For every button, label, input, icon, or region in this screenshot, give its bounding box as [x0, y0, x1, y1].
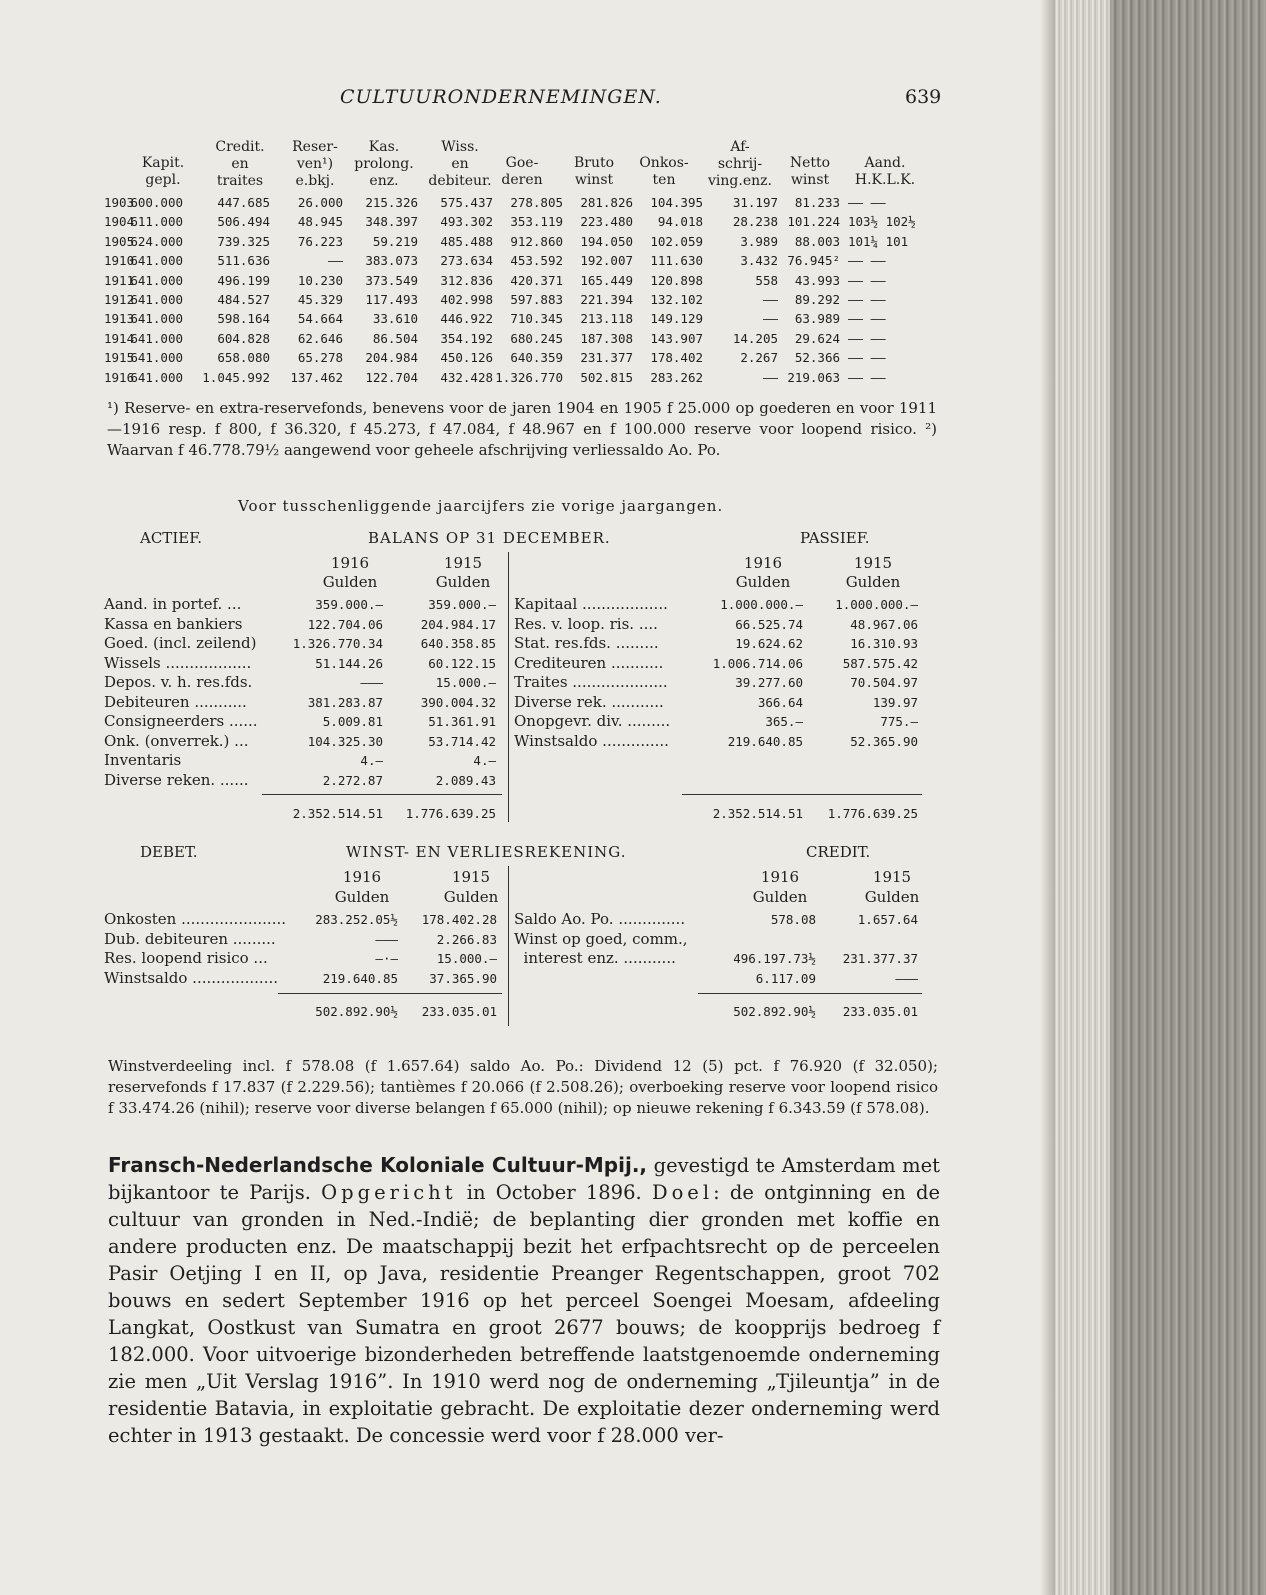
- liability-value-1916: 365.—: [765, 714, 803, 729]
- table-cell: 63.989: [794, 311, 840, 327]
- credit-value-1916: 496.197.73½: [733, 951, 816, 966]
- credit-value-1915: 231.377.37: [842, 951, 918, 966]
- table-cell: 54.664: [297, 311, 343, 327]
- asset-label: Aand. in portef. ...: [104, 595, 242, 613]
- profit-distribution: Winstverdeeling incl. f 578.08 (f 1.657.64) saldo Ao. Po.: Dividend 12 (5) pct. f 76.920 (f 32.050); reservefonds f 17.837 (f 2.229.56); tantièmes f 20.066 (f 2.508.26); overboeking reserve voor loopend risico f 33.474.26 (nihil); reserve voor diverse belangen f 65.000 (nihil); op nieuwe rekening f 6.343.59 (f 578.08).: [108, 1057, 938, 1117]
- table-cell: 600.000: [130, 195, 183, 210]
- table-cell: 283.262: [650, 369, 703, 385]
- liability-value-1915: 139.97: [872, 694, 918, 710]
- table-cell: 2.267: [740, 350, 778, 366]
- balance-year-header: 1915: [853, 554, 893, 572]
- asset-label: Debiteuren ...........: [104, 692, 247, 711]
- debit-label: Dub. debiteuren .........: [104, 929, 276, 948]
- table-cell: 81.233: [794, 195, 840, 210]
- liability-value-1916: 19.624.62: [735, 636, 803, 651]
- table-cell: ——: [762, 369, 778, 385]
- table-header-cell: Aand. H.K.L.K.: [854, 155, 916, 188]
- table-header-cell: Wiss. en debiteur.: [428, 139, 492, 189]
- liability-value-1915: 587.575.42: [842, 655, 918, 671]
- pl-year-header: 1916: [760, 868, 800, 886]
- pl-unit-header: Gulden: [334, 888, 390, 906]
- table-cell: ——: [762, 292, 778, 307]
- asset-label: Consigneerders ......: [104, 712, 258, 730]
- table-cell: 165.449: [580, 272, 633, 288]
- credit-label: Saldo Ao. Po. ..............: [514, 910, 686, 928]
- balance-total-rule-right: [682, 794, 922, 795]
- pl-year-header: 1916: [342, 868, 382, 886]
- liability-label: Kapitaal ..................: [514, 595, 668, 613]
- balance-unit-header: Gulden: [845, 573, 901, 591]
- table-cell: 111.630: [650, 253, 703, 269]
- pl-title: WINST- EN VERLIESREKENING.: [346, 843, 627, 861]
- table-cell: 575.437: [440, 195, 493, 210]
- liability-value-1916: 66.525.74: [735, 616, 803, 632]
- table-cell-aand: 101¼ 101: [848, 233, 909, 249]
- balance-unit-header: Gulden: [435, 573, 491, 591]
- table-cell: 912.860: [510, 233, 563, 249]
- doel-label: Doel: [651, 1181, 714, 1204]
- table-cell: 104.395: [650, 195, 703, 210]
- asset-label: Onk. (onverrek.) ...: [104, 731, 249, 750]
- table-cell: 383.073: [365, 253, 418, 269]
- balance-divider: [508, 552, 509, 822]
- liability-value-1915: 48.967.06: [850, 616, 918, 632]
- table-cell: 3.432: [740, 253, 778, 269]
- table-cell: 597.883: [510, 292, 563, 307]
- table-cell: 88.003: [794, 233, 840, 249]
- table-cell: 624.000: [130, 233, 183, 249]
- pl-total-rule-right: [698, 993, 922, 994]
- table-cell: 450.126: [440, 350, 493, 366]
- liability-label: Traites ....................: [514, 673, 668, 691]
- asset-value-1916: 122.704.06: [307, 616, 383, 632]
- table-cell: 120.898: [650, 272, 703, 288]
- article-text-2: in October 1896.: [456, 1181, 652, 1204]
- table-cell: 43.993: [794, 272, 840, 288]
- table-cell: 640.359: [510, 350, 563, 366]
- table-cell: 59.219: [372, 233, 418, 249]
- pl-year-header: 1915: [451, 868, 491, 886]
- page-number: 639: [905, 86, 942, 108]
- asset-label: Kassa en bankiers: [104, 614, 243, 633]
- table-cell: 373.549: [365, 272, 418, 288]
- asset-value-1915: 204.984.17: [420, 616, 496, 632]
- table-header-cell: Reser- ven¹) e.bkj.: [292, 139, 338, 189]
- table-cell-aand: —— ——: [848, 292, 886, 307]
- table-year: 1916: [104, 369, 135, 385]
- liability-label: Stat. res.fds. .........: [514, 634, 659, 652]
- balance-total-right-1916: 2.352.514.51: [712, 806, 803, 821]
- table-cell: 354.192: [440, 330, 493, 346]
- pl-total-right-1915: 233.035.01: [842, 1004, 918, 1019]
- asset-label: Goed. (incl. zeilend): [104, 634, 257, 652]
- asset-value-1916: 5.009.81: [322, 714, 383, 729]
- liability-value-1915: 16.310.93: [850, 636, 918, 651]
- table-cell: 89.292: [794, 292, 840, 307]
- table-cell: 446.922: [440, 311, 493, 327]
- asset-value-1916: 51.144.26: [315, 655, 383, 671]
- balance-left-title: ACTIEF.: [140, 529, 203, 547]
- table-cell: 33.610: [372, 311, 418, 327]
- asset-label: Depos. v. h. res.fds.: [104, 673, 253, 691]
- pl-total-left-1915: 233.035.01: [421, 1004, 497, 1019]
- table-cell: 420.371: [510, 272, 563, 288]
- table-cell: 14.205: [732, 330, 778, 346]
- table-cell: 598.164: [217, 311, 270, 327]
- table-year: 1915: [104, 350, 135, 366]
- table-header-cell: Netto winst: [789, 155, 831, 188]
- balance-unit-header: Gulden: [735, 573, 791, 591]
- liability-label: Crediteuren ...........: [514, 653, 664, 672]
- table-header-cell: Kas. prolong. enz.: [354, 139, 414, 189]
- table-cell: 65.278: [297, 350, 343, 366]
- table-cell: 76.223: [297, 233, 343, 249]
- table-header-cell: Credit. en traites: [215, 139, 265, 189]
- table-cell: 604.828: [217, 330, 270, 346]
- table-cell: 447.685: [217, 195, 270, 210]
- asset-value-1915: 4.—: [473, 753, 496, 768]
- balance-total-right-1915: 1.776.639.25: [827, 806, 918, 821]
- table-cell-aand: —— ——: [848, 195, 886, 210]
- book-spine-edge: [1110, 0, 1266, 1595]
- table-cell: 223.480: [580, 214, 633, 230]
- table-cell: 221.394: [580, 292, 633, 307]
- asset-value-1915: 390.004.32: [420, 694, 496, 710]
- table-cell: ——: [762, 311, 778, 327]
- table-cell: 353.119: [510, 214, 563, 230]
- table-year: 1910: [104, 253, 135, 269]
- liability-label: Onopgevr. div. .........: [514, 712, 671, 730]
- company-article: [108, 1152, 940, 1449]
- debit-label: Winstsaldo ..................: [104, 968, 279, 987]
- debit-value-1915: 2.266.83: [436, 931, 497, 947]
- table-cell: 348.397: [365, 214, 418, 230]
- table-cell-aand: —— ——: [848, 311, 886, 327]
- debit-value-1915: 37.365.90: [429, 970, 497, 986]
- table-cell: 231.377: [580, 350, 633, 366]
- table-header-cell: Onkos- ten: [639, 155, 689, 188]
- table-cell: 26.000: [297, 195, 343, 210]
- liability-value-1915: 70.504.97: [850, 675, 918, 690]
- table-cell: 658.080: [217, 350, 270, 366]
- table-cell: 558: [755, 272, 778, 288]
- asset-value-1915: 60.122.15: [428, 655, 496, 671]
- table-cell: 611.000: [130, 214, 183, 230]
- table-cell: 101.224: [787, 214, 840, 230]
- asset-label: Inventaris: [104, 751, 182, 769]
- table-cell-aand: —— ——: [848, 330, 886, 346]
- running-header: CULTUURONDERNEMINGEN.: [340, 86, 662, 108]
- asset-value-1915: 15.000.—: [435, 675, 496, 690]
- balance-year-header: 1916: [330, 554, 370, 572]
- article-text-3: : de ontginning en de cultuur van gronden in Ned.-Indië; de beplanting dier gronden met koffie en andere producten enz. De maatschappij bezit het erfpachtsrecht op de perceelen Pasir Oetjing I en II, op Java, residentie Preanger Regentschappen, groot 702 bouws en sedert September 1916 op het perceel Soengei Moesam, afdeeling Langkat, Oostkust van Sumatra en groot 2677 bouws; de koopprijs bedroeg f 182.000. Voor uitvoerige bizonderheden betreffende laatstgenoemde onderneming zie men „Uit Verslag 1916”. In 1910 werd nog de onderneming „Tjileuntja” in de residentie Batavia, in exploitatie gebracht. De exploitatie dezer onderneming werd echter in 1913 gestaakt. De concessie werd voor f 28.000 ver-: [108, 1181, 940, 1447]
- liability-value-1915: 52.365.90: [850, 733, 918, 749]
- table-cell: 194.050: [580, 233, 633, 249]
- table-cell: 641.000: [130, 311, 183, 327]
- table-cell: 3.989: [740, 233, 778, 249]
- table-cell: 312.836: [440, 272, 493, 288]
- debit-value-1916: 283.252.05½: [315, 912, 398, 927]
- table-cell-aand: 103½ 102½: [848, 214, 916, 230]
- table-cell: 132.102: [650, 292, 703, 307]
- credit-value-1916: 578.08: [770, 912, 816, 927]
- table-cell: 641.000: [130, 292, 183, 307]
- liability-value-1916: 219.640.85: [727, 733, 803, 749]
- debit-value-1916: —·—: [375, 951, 398, 966]
- table-header-cell: Af- schrij- ving.enz.: [708, 139, 772, 189]
- table-cell: 192.007: [580, 253, 633, 269]
- table-cell: 219.063: [787, 369, 840, 385]
- table-cell: 215.326: [365, 195, 418, 210]
- asset-value-1916: 381.283.87: [307, 694, 383, 710]
- pl-total-left-1916: 502.892.90½: [315, 1004, 398, 1019]
- table-cell: 102.059: [650, 233, 703, 249]
- table-cell: 511.636: [217, 253, 270, 269]
- opgericht-label: Opgericht: [321, 1181, 457, 1204]
- asset-value-1915: 2.089.43: [435, 772, 496, 788]
- table-cell-aand: —— ——: [848, 350, 886, 366]
- asset-value-1916: 2.272.87: [322, 772, 383, 788]
- balance-total-rule-left: [262, 794, 502, 795]
- table-header-cell: Bruto winst: [573, 155, 615, 188]
- balance-total-left-1915: 1.776.639.25: [405, 806, 496, 821]
- liability-label: Diverse rek. ...........: [514, 692, 664, 711]
- table-cell: 117.493: [365, 292, 418, 307]
- table-cell: 204.984: [365, 350, 418, 366]
- table-cell: ——: [327, 253, 343, 269]
- credit-label: Winst op goed, comm.,: [514, 929, 688, 948]
- table-cell: 149.129: [650, 311, 703, 327]
- table-cell: 506.494: [217, 214, 270, 230]
- liability-value-1916: 1.006.714.06: [712, 655, 803, 671]
- balance-total-left-1916: 2.352.514.51: [292, 806, 383, 821]
- table-cell: 641.000: [130, 272, 183, 288]
- article-text-1: gevestigd te Amsterdam met bijkantoor te Parijs.: [108, 1154, 940, 1204]
- table-cell: 137.462: [290, 369, 343, 385]
- table-year: 1914: [104, 330, 135, 346]
- debit-value-1915: 15.000.—: [436, 951, 497, 966]
- table-year: 1903: [104, 195, 135, 210]
- table-cell: 48.945: [297, 214, 343, 230]
- table-year: 1911: [104, 272, 135, 288]
- liability-value-1915: 775.—: [880, 714, 918, 729]
- table-cell: 122.704: [365, 369, 418, 385]
- debit-label: Onkosten ......................: [104, 910, 287, 928]
- table-cell: 45.329: [297, 292, 343, 307]
- balance-title: BALANS OP 31 DECEMBER.: [368, 529, 611, 547]
- asset-label: Wissels ..................: [104, 653, 252, 672]
- table-cell: 76.945²: [787, 253, 840, 269]
- credit-label: interest enz. ...........: [514, 949, 676, 967]
- table-cell-aand: —— ——: [848, 369, 886, 385]
- asset-value-1916: 1.326.770.34: [292, 636, 383, 651]
- table-year: 1913: [104, 311, 135, 327]
- table-cell: 86.504: [372, 330, 418, 346]
- table-cell: 31.197: [732, 195, 778, 210]
- company-name: Fransch-Nederlandsche Koloniale Cultuur-Mpij.,: [108, 1153, 648, 1177]
- table-year: 1912: [104, 292, 135, 307]
- balance-right-title: PASSIEF.: [800, 529, 870, 547]
- table-cell: 278.805: [510, 195, 563, 210]
- table-cell: 1.045.992: [202, 369, 270, 385]
- table-cell: 485.488: [440, 233, 493, 249]
- table-cell: 641.000: [130, 350, 183, 366]
- asset-value-1915: 53.714.42: [428, 733, 496, 749]
- pl-unit-header: Gulden: [752, 888, 808, 906]
- asset-value-1915: 51.361.91: [428, 714, 496, 729]
- table-cell: 402.998: [440, 292, 493, 307]
- asset-value-1916: 104.325.30: [307, 733, 383, 749]
- table-cell: 178.402: [650, 350, 703, 366]
- liability-label: Res. v. loop. ris. ....: [514, 614, 658, 633]
- table-cell: 502.815: [580, 369, 633, 385]
- table-cell: 10.230: [297, 272, 343, 288]
- table-cell: 641.000: [130, 330, 183, 346]
- table-cell-aand: —— ——: [848, 253, 886, 269]
- table-cell: 28.238: [732, 214, 778, 230]
- table-cell: 496.199: [217, 272, 270, 288]
- table-cell: 1.326.770: [495, 369, 563, 385]
- debit-value-1915: 178.402.28: [421, 912, 497, 927]
- pl-right-title: CREDIT.: [806, 843, 871, 861]
- pl-unit-header: Gulden: [443, 888, 499, 906]
- table-cell: 641.000: [130, 253, 183, 269]
- debit-value-1916: ———: [375, 931, 398, 947]
- balance-unit-header: Gulden: [322, 573, 378, 591]
- table-cell: 680.245: [510, 330, 563, 346]
- table-cell: 710.345: [510, 311, 563, 327]
- table-cell: 273.634: [440, 253, 493, 269]
- table-cell: 432.428: [440, 369, 493, 385]
- liability-value-1915: 1.000.000.—: [835, 597, 918, 612]
- debit-value-1916: 219.640.85: [322, 970, 398, 986]
- pl-left-title: DEBET.: [140, 843, 198, 861]
- asset-label: Diverse reken. ......: [104, 770, 249, 789]
- asset-value-1915: 359.000.—: [428, 597, 496, 612]
- liability-value-1916: 39.277.60: [735, 675, 803, 690]
- liability-label: Winstsaldo ..............: [514, 731, 669, 750]
- pl-year-header: 1915: [872, 868, 912, 886]
- table-cell: 94.018: [657, 214, 703, 230]
- pl-total-right-1916: 502.892.90½: [733, 1004, 816, 1019]
- table-year: 1904: [104, 214, 135, 230]
- pl-unit-header: Gulden: [864, 888, 920, 906]
- asset-value-1915: 640.358.85: [420, 636, 496, 651]
- table-cell: 739.325: [217, 233, 270, 249]
- table-footnote: ¹) Reserve- en extra-reservefonds, benevens voor de jaren 1904 en 1905 f 25.000 op goederen en voor 1911—1916 resp. f 800, f 36.320, f 45.273, f 47.084, f 48.967 en f 100.000 reserve voor loopend risico. ²) Waarvan f 46.778.79½ aangewend voor geheele afschrijving verliessaldo Ao. Po.: [107, 399, 937, 459]
- table-cell: 213.118: [580, 311, 633, 327]
- table-cell: 187.308: [580, 330, 633, 346]
- table-cell: 641.000: [130, 369, 183, 385]
- balance-year-header: 1915: [443, 554, 483, 572]
- asset-value-1916: ———: [360, 675, 383, 690]
- asset-value-1916: 4.—: [360, 753, 383, 768]
- table-cell: 62.646: [297, 330, 343, 346]
- asset-value-1916: 359.000.—: [315, 597, 383, 612]
- liability-value-1916: 1.000.000.—: [720, 597, 803, 612]
- pl-divider: [508, 866, 509, 1026]
- debit-label: Res. loopend risico ...: [104, 949, 268, 967]
- table-cell: 453.592: [510, 253, 563, 269]
- table-year: 1905: [104, 233, 135, 249]
- table-header-cell: Goe- deren: [501, 155, 543, 188]
- intermediate-years-note: Voor tusschenliggende jaarcijfers zie vorige jaargangen.: [238, 497, 724, 515]
- table-cell-aand: —— ——: [848, 272, 886, 288]
- table-cell: 484.527: [217, 292, 270, 307]
- credit-value-1916: 6.117.09: [755, 970, 816, 986]
- table-cell: 493.302: [440, 214, 493, 230]
- table-cell: 52.366: [794, 350, 840, 366]
- table-header-cell: Kapit. gepl.: [141, 155, 185, 188]
- table-cell: 29.624: [794, 330, 840, 346]
- balance-year-header: 1916: [743, 554, 783, 572]
- credit-value-1915: 1.657.64: [857, 912, 918, 927]
- pl-total-rule-left: [278, 993, 502, 994]
- liability-value-1916: 366.64: [757, 694, 803, 710]
- table-cell: 281.826: [580, 195, 633, 210]
- credit-value-1915: ———: [895, 970, 918, 986]
- table-cell: 143.907: [650, 330, 703, 346]
